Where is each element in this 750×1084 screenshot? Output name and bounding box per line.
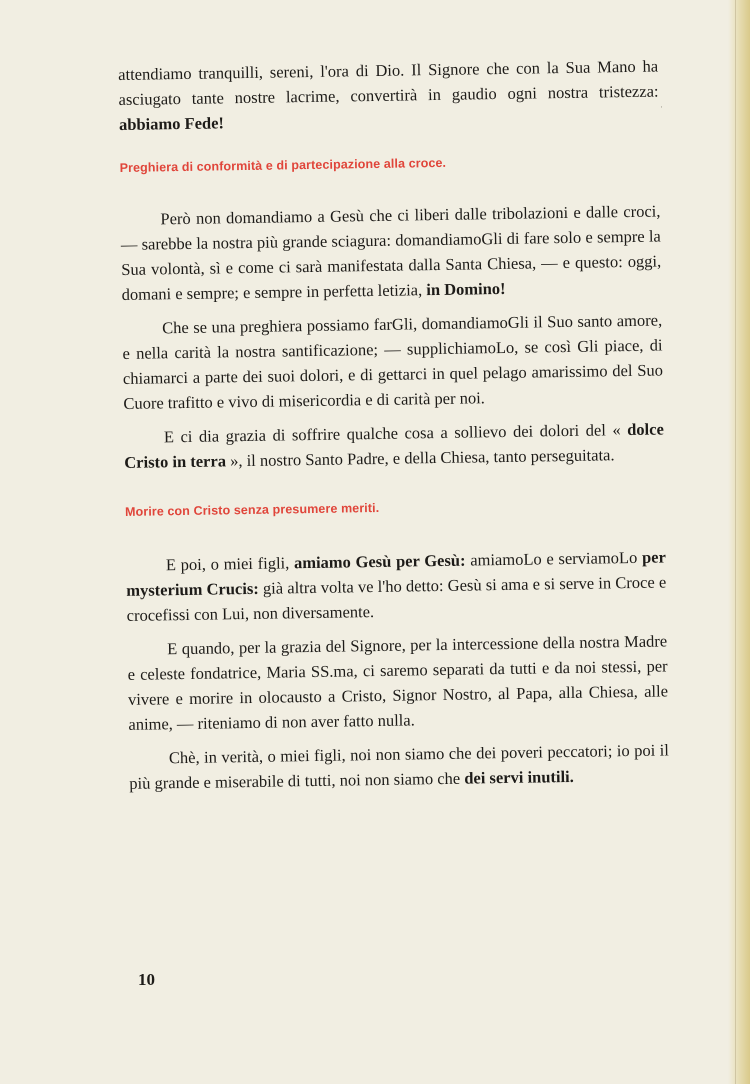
emphasis-servi-inutili: dei servi inutili.	[464, 766, 574, 788]
section-heading-preghiera: Preghiera di conformità e di partecipazione alla croce.	[119, 155, 447, 175]
emphasis-dolce-cristo: dolce Cristo in terra	[124, 419, 664, 472]
emphasis-abbiamo-fede: abbiamo Fede!	[118, 113, 225, 134]
page-edge-line	[735, 0, 736, 1084]
section-heading-morire: Morire con Cristo senza presumere meriti.	[124, 500, 380, 519]
paragraph-servi-inutili: Chè, in verità, o miei figli, noi non siamo che dei poveri peccatori; io poi il più grande e miserabile di tutti, noi non siamo che dei servi inutili.	[129, 740, 670, 793]
paragraph-amiamo-gesu: E poi, o miei figli, amiamo Gesù per Gesù: amiamoLo e serviamoLo per mysterium Crucis: già altra volta ve l'ho detto: Gesù si ama e si serve in Croce e crocefissi con Lui, non diversamente.	[126, 547, 667, 625]
page-number: 10	[138, 970, 155, 989]
margin-dot: ·	[660, 102, 663, 112]
paragraph-olocausto: E quando, per la grazia del Signore, per la intercessione della nostra Madre e celeste fondatrice, Maria SS.ma, ci saremo separati da tutti e da noi stessi, per vivere e morire in olocausto a Cristo, Signor Nostro, al Papa, alla Chiesa, alle anime, — riteniamo di non aver fatto nulla.	[127, 631, 669, 734]
paragraph-preghiera: Che se una preghiera possiamo farGli, domandiamoGli il Suo santo amore, e nella carità la nostra santificazione; — supplichiamoLo, se così Gli piace, di chiamarci a parte dei suoi dolori, e di gettarci in quel pelago amarissimo del Suo Cuore trafitto e vivo di misericordia e di carità per noi.	[122, 310, 664, 413]
paragraph-faith: attendiamo tranquilli, sereni, l'ora di Dio. Il Signore che con la Sua Mano ha asciugato tante nostre lacrime, convertirà in gaudio ogni nostra tristezza: abbiamo Fede!	[118, 56, 659, 134]
emphasis-amiamo-gesu: amiamo Gesù per Gesù:	[293, 550, 466, 573]
page-body	[118, 54, 669, 796]
emphasis-in-domino: in Domino!	[426, 278, 506, 300]
page-edge-shadow	[728, 0, 750, 1084]
emphasis-mysterium-crucis: per mysterium Crucis:	[126, 547, 666, 600]
paragraph-tribolazioni: Però non domandiamo a Gesù che ci liberi dalle tribolazioni e dalle croci, — sarebbe la nostra più grande sciagura: domandiamoGli di fare solo e sempre la Sua volontà, sì e come ci sarà manifestata dalla Santa Chiesa, — e questo: oggi, domani e sempre; e sempre in perfetta letizia, in Domino!	[120, 201, 662, 304]
paragraph-soffrire: E ci dia grazia di soffrire qualche cosa a sollievo dei dolori del « dolce Cristo in terra », il nostro Santo Padre, e della Chiesa, tanto perseguitata.	[124, 419, 664, 472]
